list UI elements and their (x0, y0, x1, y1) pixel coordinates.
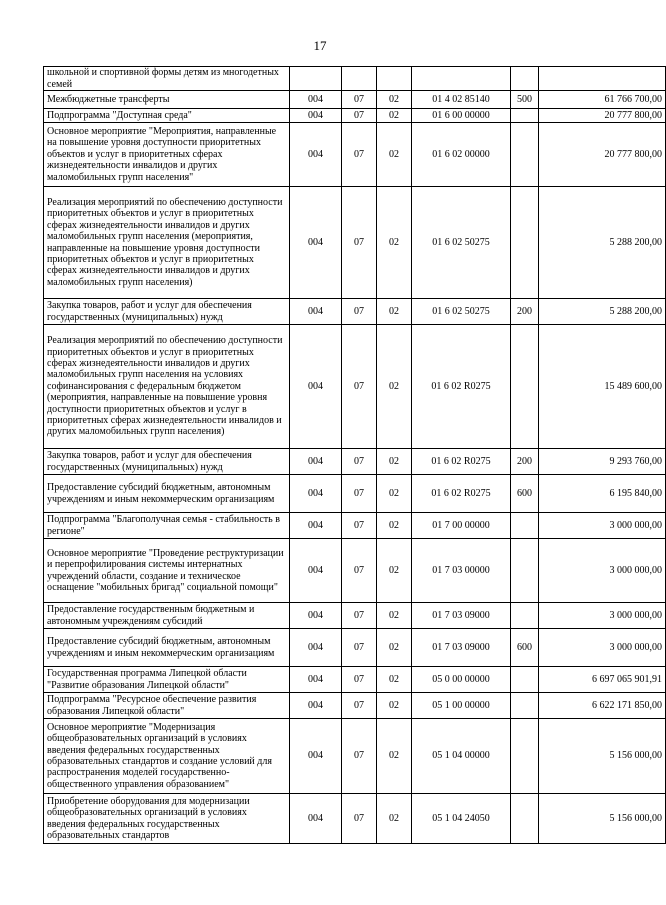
row-expense-type-code (511, 667, 539, 693)
row-name: Предоставление государственным бюджетным и автономным учреждениям субсидий (44, 603, 290, 629)
row-expense-type-code (511, 325, 539, 449)
budget-table (43, 66, 666, 844)
row-name: Предоставление субсидий бюджетным, автономным учреждениям и иным некоммерческим организациям (44, 629, 290, 667)
row-expense-type-code (511, 123, 539, 187)
row-subsection-code: 02 (377, 187, 412, 299)
table-row (44, 67, 666, 91)
row-ved-code: 004 (290, 667, 342, 693)
row-amount: 5 156 000,00 (539, 719, 666, 794)
row-section-code: 07 (342, 693, 377, 719)
row-subsection-code: 02 (377, 693, 412, 719)
row-name: Реализация мероприятий по обеспечению доступности приоритетных объектов и услуг в приоритетных сферах жизнедеятельности инвалидов и других маломобильных групп населения (мероприятия, направленные на повышение уровня доступности приоритетных объектов и услуг в приоритетных сферах жизнедеятельности инвалидов и других маломобильных групп населения) (44, 187, 290, 299)
row-section-code (342, 67, 377, 91)
row-ved-code: 004 (290, 719, 342, 794)
row-target-code: 05 1 00 00000 (412, 693, 511, 719)
row-ved-code: 004 (290, 513, 342, 539)
row-section-code: 07 (342, 325, 377, 449)
table-row (44, 513, 666, 539)
row-amount: 3 000 000,00 (539, 539, 666, 603)
row-name: школьной и спортивной формы детям из многодетных семей (44, 67, 290, 91)
row-subsection-code: 02 (377, 603, 412, 629)
row-target-code: 01 6 02 R0275 (412, 325, 511, 449)
row-amount: 3 000 000,00 (539, 629, 666, 667)
row-ved-code (290, 67, 342, 91)
row-name: Межбюджетные трансферты (44, 91, 290, 109)
row-amount: 3 000 000,00 (539, 603, 666, 629)
row-section-code: 07 (342, 449, 377, 475)
row-section-code: 07 (342, 794, 377, 844)
row-name: Закупка товаров, работ и услуг для обеспечения государственных (муниципальных) нужд (44, 299, 290, 325)
row-expense-type-code: 600 (511, 475, 539, 513)
row-ved-code: 004 (290, 475, 342, 513)
row-amount: 3 000 000,00 (539, 513, 666, 539)
row-target-code: 01 7 03 09000 (412, 629, 511, 667)
row-name: Государственная программа Липецкой области "Развитие образования Липецкой области" (44, 667, 290, 693)
row-target-code: 01 6 02 R0275 (412, 475, 511, 513)
row-amount: 6 195 840,00 (539, 475, 666, 513)
row-section-code: 07 (342, 475, 377, 513)
row-section-code: 07 (342, 299, 377, 325)
row-subsection-code: 02 (377, 299, 412, 325)
row-name: Реализация мероприятий по обеспечению доступности приоритетных объектов и услуг в приоритетных сферах жизнедеятельности инвалидов и других маломобильных групп населения на условиях софинансирования с федеральным бюджетом (мероприятия, направленные на повышение уровня доступности приоритетных объектов и услуг в приоритетных сферах жизнедеятельности инвалидов и других маломобильных групп населения) (44, 325, 290, 449)
row-section-code: 07 (342, 719, 377, 794)
row-ved-code: 004 (290, 539, 342, 603)
table-row (44, 667, 666, 693)
table-row (44, 539, 666, 603)
row-ved-code: 004 (290, 187, 342, 299)
row-name: Предоставление субсидий бюджетным, автономным учреждениям и иным некоммерческим организациям (44, 475, 290, 513)
table-row (44, 187, 666, 299)
row-expense-type-code (511, 794, 539, 844)
row-amount: 5 156 000,00 (539, 794, 666, 844)
row-name: Подпрограмма "Ресурсное обеспечение развития образования Липецкой области" (44, 693, 290, 719)
row-target-code: 05 1 04 00000 (412, 719, 511, 794)
row-target-code: 01 6 02 50275 (412, 187, 511, 299)
row-subsection-code: 02 (377, 109, 412, 123)
table-row (44, 109, 666, 123)
row-amount: 6 697 065 901,91 (539, 667, 666, 693)
row-name: Подпрограмма "Доступная среда" (44, 109, 290, 123)
row-expense-type-code (511, 67, 539, 91)
row-section-code: 07 (342, 187, 377, 299)
row-subsection-code: 02 (377, 325, 412, 449)
table-row (44, 325, 666, 449)
row-amount: 5 288 200,00 (539, 299, 666, 325)
row-target-code: 01 6 02 00000 (412, 123, 511, 187)
row-subsection-code: 02 (377, 123, 412, 187)
row-subsection-code: 02 (377, 475, 412, 513)
table-row (44, 299, 666, 325)
row-ved-code: 004 (290, 693, 342, 719)
table-row (44, 603, 666, 629)
row-ved-code: 004 (290, 603, 342, 629)
row-expense-type-code (511, 539, 539, 603)
row-subsection-code: 02 (377, 449, 412, 475)
row-name: Основное мероприятие "Проведение реструктуризации и перепрофилирования системы интернатных учреждений области, создание и техническое оснащение "мобильных бригад" социальной помощи" (44, 539, 290, 603)
row-section-code: 07 (342, 91, 377, 109)
row-name: Приобретение оборудования для модернизации общеобразовательных организаций в условиях введения федеральных государственных образовательных стандартов (44, 794, 290, 844)
row-expense-type-code: 500 (511, 91, 539, 109)
row-amount: 15 489 600,00 (539, 325, 666, 449)
row-name: Основное мероприятие "Мероприятия, направленные на повышение уровня доступности приоритетных объектов и услуг в приоритетных сферах жизнедеятельности инвалидов и других маломобильных групп населения" (44, 123, 290, 187)
row-section-code: 07 (342, 629, 377, 667)
row-target-code: 01 6 00 00000 (412, 109, 511, 123)
table-row (44, 794, 666, 844)
row-subsection-code: 02 (377, 794, 412, 844)
table-row (44, 91, 666, 109)
row-subsection-code: 02 (377, 539, 412, 603)
row-expense-type-code (511, 513, 539, 539)
row-ved-code: 004 (290, 629, 342, 667)
row-expense-type-code: 600 (511, 629, 539, 667)
row-expense-type-code: 200 (511, 449, 539, 475)
row-ved-code: 004 (290, 325, 342, 449)
row-section-code: 07 (342, 667, 377, 693)
row-expense-type-code (511, 693, 539, 719)
row-section-code: 07 (342, 123, 377, 187)
row-expense-type-code (511, 719, 539, 794)
row-ved-code: 004 (290, 91, 342, 109)
row-target-code (412, 67, 511, 91)
row-expense-type-code (511, 187, 539, 299)
row-section-code: 07 (342, 513, 377, 539)
row-subsection-code (377, 67, 412, 91)
row-amount: 6 622 171 850,00 (539, 693, 666, 719)
table-row (44, 123, 666, 187)
row-ved-code: 004 (290, 794, 342, 844)
row-target-code: 01 6 02 R0275 (412, 449, 511, 475)
row-section-code: 07 (342, 539, 377, 603)
row-expense-type-code: 200 (511, 299, 539, 325)
row-ved-code: 004 (290, 123, 342, 187)
row-name: Подпрограмма "Благополучная семья - стабильность в регионе" (44, 513, 290, 539)
row-section-code: 07 (342, 109, 377, 123)
row-target-code: 01 7 03 09000 (412, 603, 511, 629)
row-amount: 20 777 800,00 (539, 123, 666, 187)
table-row (44, 719, 666, 794)
row-subsection-code: 02 (377, 91, 412, 109)
row-subsection-code: 02 (377, 629, 412, 667)
row-section-code: 07 (342, 603, 377, 629)
row-name: Основное мероприятие "Модернизация общеобразовательных организаций в условиях введения федеральных государственных образовательных стандартов и создание условий для распространения моделей государственно-общественного управления образованием" (44, 719, 290, 794)
row-subsection-code: 02 (377, 719, 412, 794)
row-subsection-code: 02 (377, 667, 412, 693)
row-amount: 20 777 800,00 (539, 109, 666, 123)
row-target-code: 01 4 02 85140 (412, 91, 511, 109)
row-amount: 61 766 700,00 (539, 91, 666, 109)
row-ved-code: 004 (290, 449, 342, 475)
table-row (44, 693, 666, 719)
row-target-code: 01 7 03 00000 (412, 539, 511, 603)
row-target-code: 01 6 02 50275 (412, 299, 511, 325)
row-ved-code: 004 (290, 109, 342, 123)
row-target-code: 05 0 00 00000 (412, 667, 511, 693)
row-amount: 5 288 200,00 (539, 187, 666, 299)
row-expense-type-code (511, 109, 539, 123)
row-amount (539, 67, 666, 91)
row-amount: 9 293 760,00 (539, 449, 666, 475)
row-ved-code: 004 (290, 299, 342, 325)
row-name: Закупка товаров, работ и услуг для обеспечения государственных (муниципальных) нужд (44, 449, 290, 475)
page-number: 17 (313, 38, 327, 53)
table-row (44, 449, 666, 475)
row-subsection-code: 02 (377, 513, 412, 539)
table-row (44, 475, 666, 513)
row-expense-type-code (511, 603, 539, 629)
row-target-code: 05 1 04 24050 (412, 794, 511, 844)
table-row (44, 629, 666, 667)
row-target-code: 01 7 00 00000 (412, 513, 511, 539)
